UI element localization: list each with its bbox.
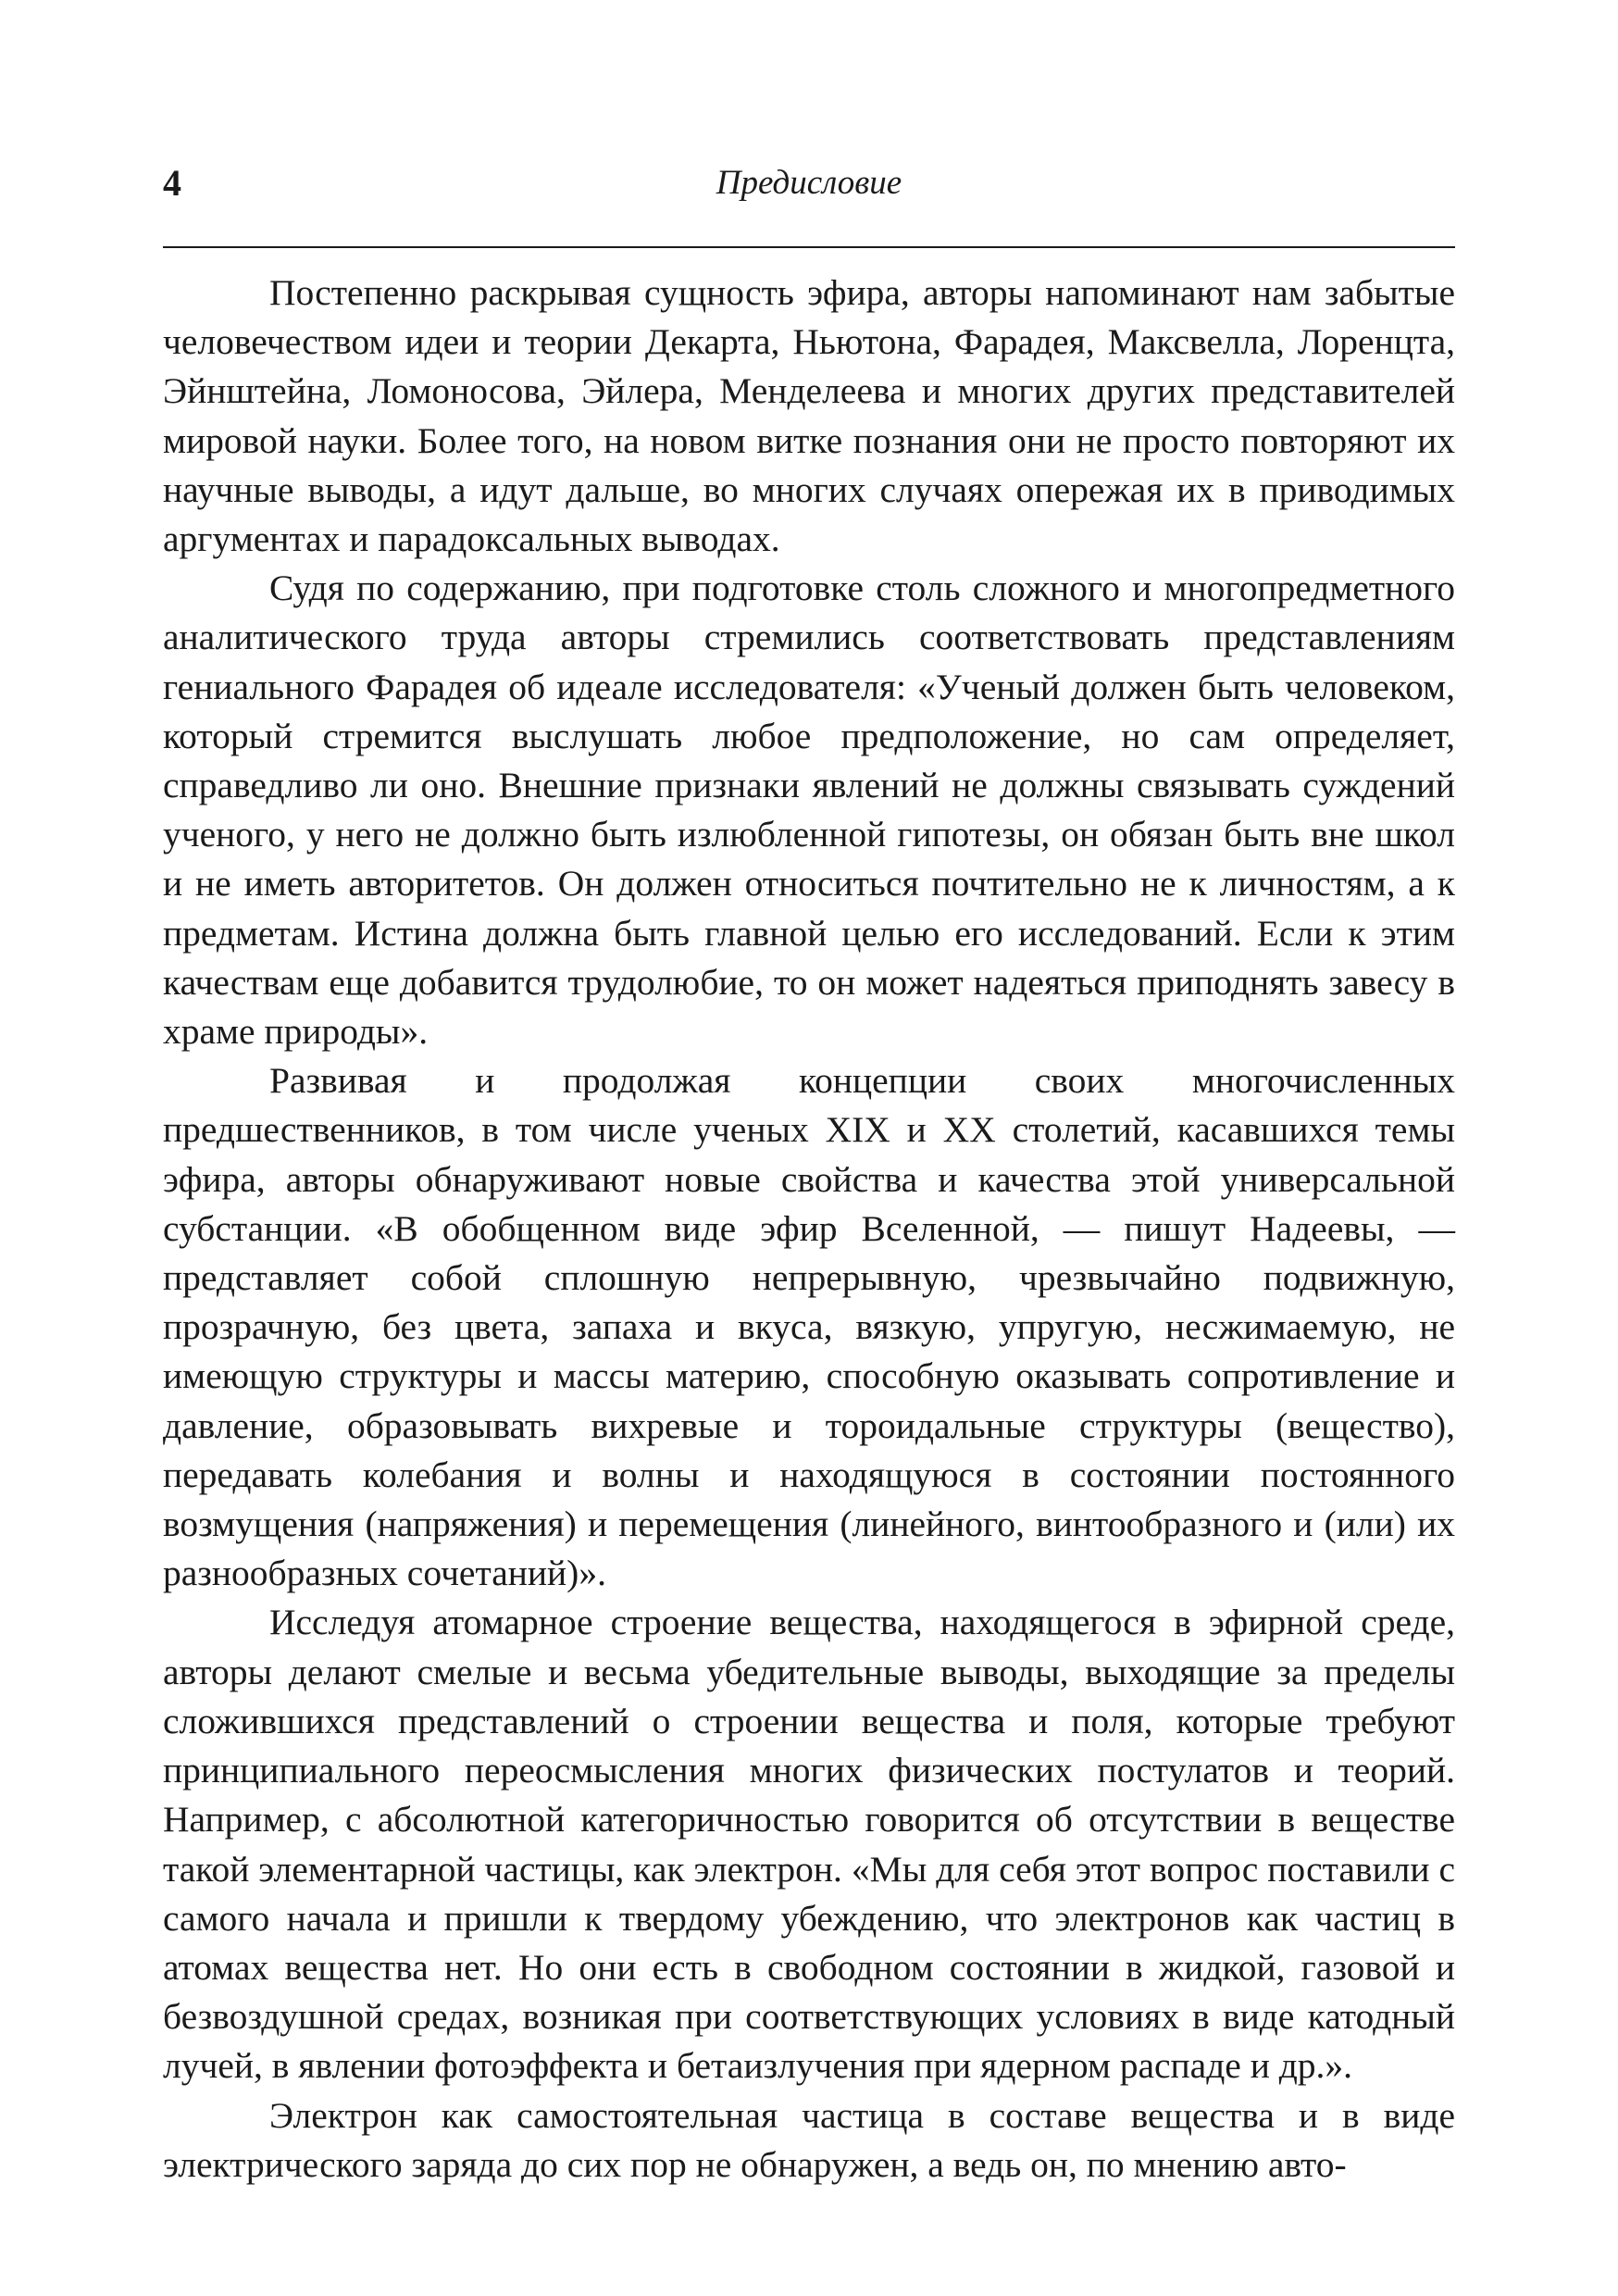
paragraph: Постепенно раскрывая сущность эфира, авторы напоминают нам забытые человечеством идеи и теории Декарта, Ньютона, Фарадея, Максвелла, Лоренцта, Эйнштейна, Ломоносова, Эйлера, Менделеева и многих других представителей мировой науки. Более того, на новом витке познания они не просто повторяют их научные выводы, а идут дальше, во многих случаях опережая их в приводимых аргументах и парадоксальных выводах. [163,272,1455,560]
body-text [163,268,1455,2190]
paragraph: Судя по содержанию, при подготовке столь сложного и многопредметного аналитического труда авторы стремились соответствовать представлениям гениального Фарадея об идеале исследователя: «Ученый должен быть человеком, который стремится выслушать любое предположение, но сам определяет, справедливо ли оно. Внешние признаки явлений не должны связывать суждений ученого, у него не должно быть излюбленной гипотезы, он обязан быть вне школ и не иметь авторитетов. Он должен относиться почтительно не к личностям, а к предметам. Истина должна быть главной целью его исследований. Если к этим качествам еще добавится трудолюбие, то он может надеяться приподнять завесу в храме природы». [163,568,1455,1053]
running-title: Предисловие [716,164,902,202]
paragraph: Исследуя атомарное строение вещества, находящегося в эфирной среде, авторы делают смелые и весьма убедительные выводы, выходящие за пределы сложившихся представлений о строении вещества и поля, которые требуют принципиального переосмысления многих физических постулатов и теорий. Например, с абсолютной категоричностью говорится об отсутствии в веществе такой элементарной частицы, как электрон. «Мы для себя этот вопрос поставили с самого начала и пришли к твердому убеждению, что электронов как частиц в атомах вещества нет. Но они есть в свободном состоянии в жидкой, газовой и безвоздушной средах, возникая при соответствующих условиях в виде катодный лучей, в явлении фотоэффекта и бетаизлучения при ядерном распаде и др.». [163,1602,1455,2087]
paragraph: Развивая и продолжая концепции своих многочисленных предшественников, в том числе ученых XIX и XX столетий, касавшихся темы эфира, авторы обнаруживают новые свойства и качества этой универсальной субстанции. «В обобщенном виде эфир Вселенной, — пишут Надеевы, — представляет собой сплошную непрерывную, чрезвычайно подвижную, прозрачную, без цвета, запаха и вкуса, вязкую, упругую, несжимаемую, не имеющую структуры и массы материю, способную оказывать сопротивление и давление, образовывать вихревые и тороидальные структуры (вещество), передавать колебания и волны и находящуюся в состоянии постоянного возмущения (напряжения) и перемещения (линейного, винтообразного и (или) их разнообразных сочетаний)». [163,1060,1455,1594]
page-header [163,156,1455,211]
header-divider [163,246,1455,248]
page-number: 4 [163,162,181,204]
paragraph: Электрон как самостоятельная частица в составе вещества и в виде электрического заряда до сих пор не обнаружен, а ведь он, по мнению авто- [163,2094,1455,2185]
